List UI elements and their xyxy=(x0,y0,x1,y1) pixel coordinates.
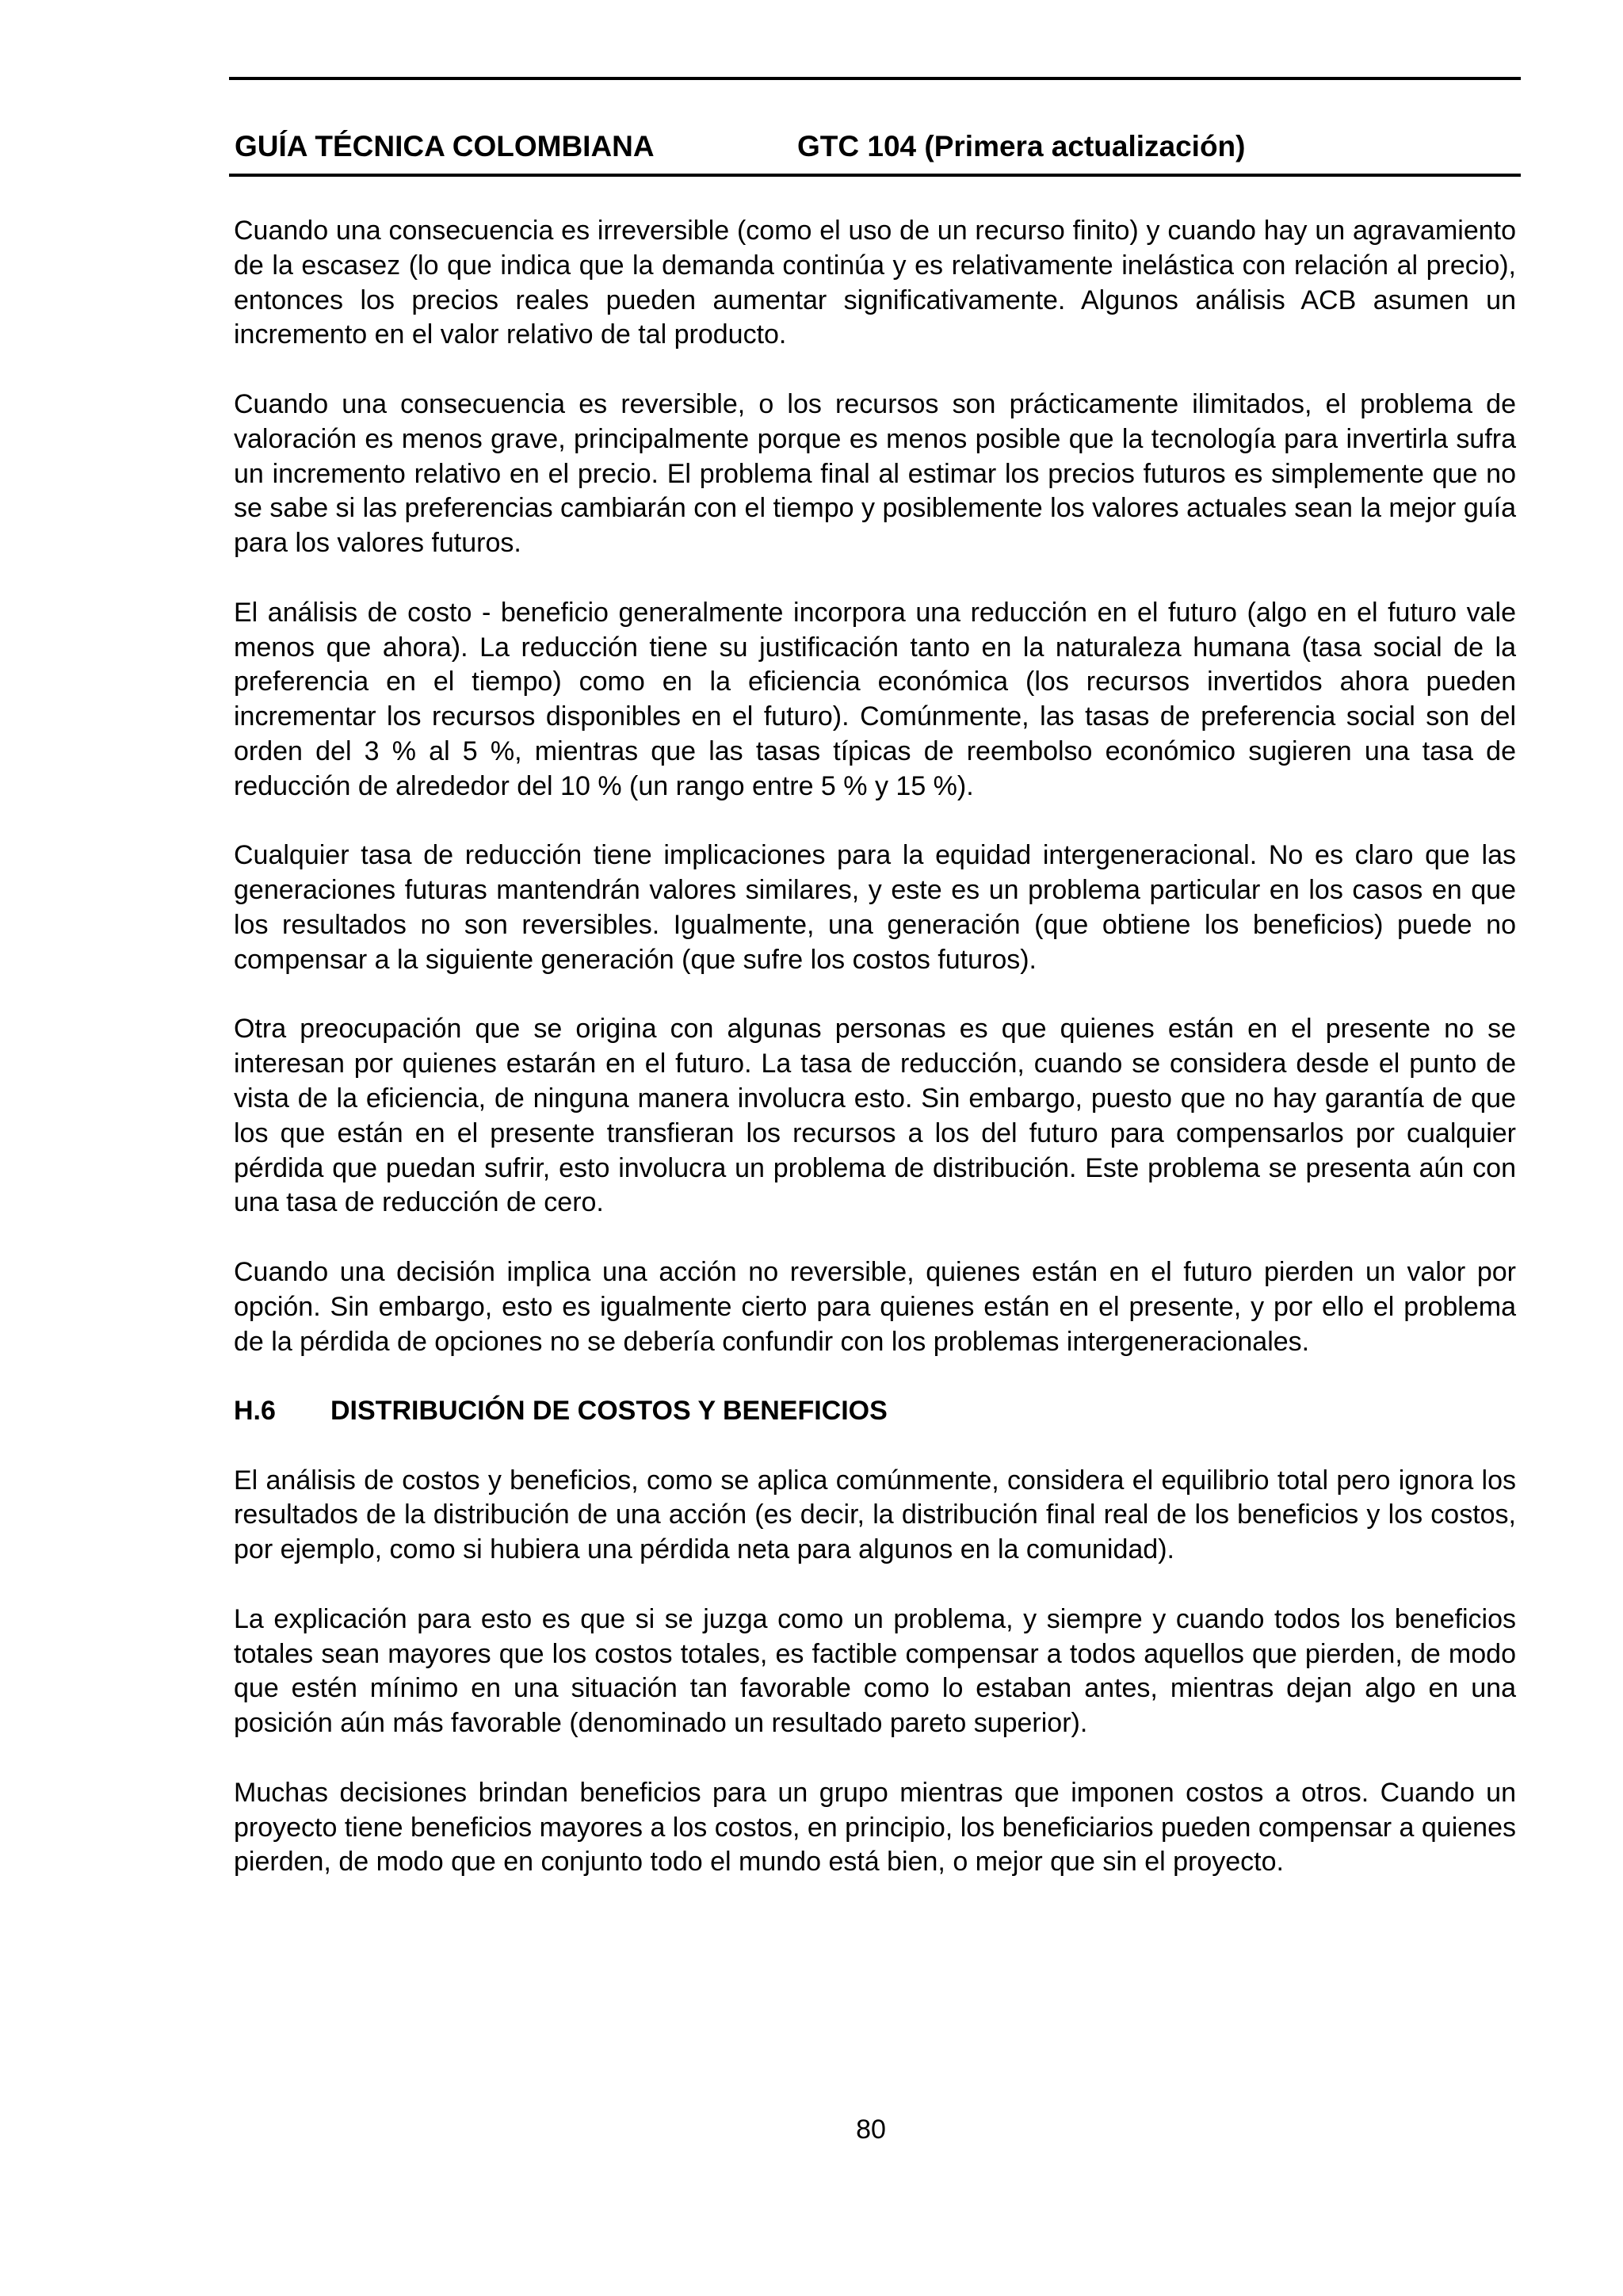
paragraph: Cuando una decisión implica una acción no reversible, quienes están en el futuro pierden un valor por opción. Sin embargo, esto es igualmente cierto para quienes están en el presente, y por ello el problema de la pérdida de opciones no se debería confundir con los problemas intergeneracionales. xyxy=(234,1256,1516,1357)
header-bottom-rule xyxy=(229,174,1521,177)
paragraph: La explicación para esto es que si se juzga como un problema, y siempre y cuando todos los beneficios totales sean mayores que los costos totales, es factible compensar a todos aquellos que pierden, de modo que estén mínimo en una situación tan favorable como lo estaban antes, mientras dejan algo en una posición aún más favorable (denominado un resultado pareto superior). xyxy=(234,1603,1516,1739)
section-number: H.6 xyxy=(234,1396,276,1427)
page-number: 80 xyxy=(856,2115,886,2145)
paragraph: Cuando una consecuencia es irreversible (como el uso de un recurso finito) y cuando hay un agravamiento de la escasez (lo que indica que la demanda continúa y es relativamente inelástica con relación al precio), entonces los precios reales pueden aumentar significativamente. Algunos análisis ACB asumen un incremento en el valor relativo de tal producto. xyxy=(234,216,1516,350)
section-title: DISTRIBUCIÓN DE COSTOS Y BENEFICIOS xyxy=(330,1396,888,1427)
header-document-code: GTC 104 (Primera actualización) xyxy=(797,130,1246,162)
header-top-rule xyxy=(229,77,1521,80)
paragraph: El análisis de costos y beneficios, como se aplica comúnmente, considera el equilibrio total pero ignora los resultados de la distribución de una acción (es decir, la distribución final real de los beneficios y los costos, por ejemplo, como si hubiera una pérdida neta para algunos en la comunidad). xyxy=(234,1465,1516,1565)
paragraph: Otra preocupación que se origina con algunas personas es que quienes están en el presente no se interesan por quienes estarán en el futuro. La tasa de reducción, cuando se considera desde el punto de vista de la eficiencia, de ninguna manera involucra esto. Sin embargo, puesto que no hay garantía de que los que están en el presente transfieran los recursos a los del futuro para compensarlos por cualquier pérdida que puedan sufrir, esto involucra un problema de distribución. Este problema se presenta aún con una tasa de reducción de cero. xyxy=(234,1014,1516,1218)
header-document-type: GUÍA TÉCNICA COLOMBIANA xyxy=(235,130,655,162)
paragraph: Cualquier tasa de reducción tiene implicaciones para la equidad intergeneracional. No es claro que las generaciones futuras mantendrán valores similares, y este es un problema particular en los casos en que los resultados no son reversibles. Igualmente, una generación (que obtiene los beneficios) puede no compensar a la siguiente generación (que sufre los costos futuros). xyxy=(234,840,1516,975)
paragraph: Muchas decisiones brindan beneficios para un grupo mientras que imponen costos a otros. Cuando un proyecto tiene beneficios mayores a los costos, en principio, los beneficiarios pueden compensar a quienes pierden, de modo que en conjunto todo el mundo está bien, o mejor que sin el proyecto. xyxy=(234,1777,1516,1878)
page-header xyxy=(229,77,1521,178)
paragraph: Cuando una consecuencia es reversible, o los recursos son prácticamente ilimitados, el problema de valoración es menos grave, principalmente porque es menos posible que la tecnología para invertirla sufra un incremento relativo en el precio. El problema final al estimar los precios futuros es simplemente que no se sabe si las preferencias cambiarán con el tiempo y posiblemente los valores actuales sean la mejor guía para los valores futuros. xyxy=(234,388,1516,559)
paragraph: El análisis de costo - beneficio generalmente incorpora una reducción en el futuro (algo en el futuro vale menos que ahora). La reducción tiene su justificación tanto en la naturaleza humana (tasa social de la preferencia en el tiempo) como en la eficiencia económica (los recursos invertidos ahora pueden incrementar los recursos disponibles en el futuro). Comúnmente, las tasas de preferencia social son del orden del 3 % al 5 %, mientras que las tasas típicas de reembolso económico sugieren una tasa de reducción de alrededor del 10 % (un rango entre 5 % y 15 %). xyxy=(234,597,1516,801)
page-body xyxy=(234,214,1516,1880)
section-heading xyxy=(234,1394,1516,1429)
